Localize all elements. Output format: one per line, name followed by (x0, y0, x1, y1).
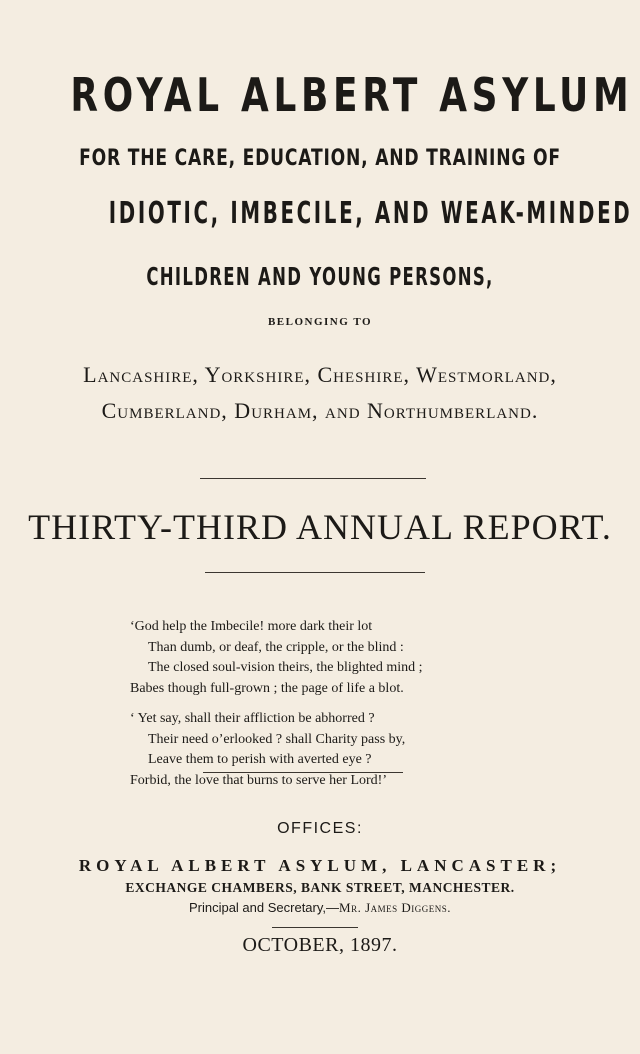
poem-line: The closed soul-vision theirs, the blighted mind ; (148, 660, 423, 675)
subtitle-persons-line: CHILDREN AND YOUNG PERSONS, (146, 262, 494, 291)
poem-stanza (130, 709, 550, 791)
counties-line-2: Cumberland, Durham, and Northumberland. (101, 398, 539, 423)
poem-line: Babes though full-grown ; the page of life a blot. (130, 680, 404, 696)
poem-line: ‘God help the Imbecile! more dark their lot (130, 619, 373, 634)
subtitle-condition-line: IDIOTIC, IMBECILE, AND WEAK-MINDED (108, 196, 633, 231)
poem-line: Forbid, the love that burns to serve her Lord!’ (130, 772, 387, 788)
subtitle-care-line: FOR THE CARE, EDUCATION, AND TRAINING OF (79, 146, 561, 171)
asylum-title: ROYAL ALBERT ASYLUM (70, 68, 634, 122)
divider-rule (205, 572, 425, 573)
divider-rule (200, 478, 426, 479)
poem-line: ‘ Yet say, shall their affliction be abhorred ? (130, 711, 375, 726)
counties-line-1: Lancashire, Yorkshire, Cheshire, Westmorland, (83, 362, 557, 387)
principal-secretary (0, 900, 640, 916)
divider-rule (272, 927, 358, 928)
divider-rule (203, 772, 403, 773)
report-title: THIRTY-THIRD ANNUAL REPORT. (28, 507, 612, 547)
principal-name: Mr. James Diggens. (339, 900, 452, 915)
office-address-manchester: EXCHANGE CHAMBERS, BANK STREET, MANCHESTER. (125, 880, 515, 895)
principal-prefix: Principal and Secretary,— (188, 900, 340, 915)
poem-line: Than dumb, or deaf, the cripple, or the blind : (148, 639, 404, 655)
report-date: OCTOBER, 1897. (242, 934, 398, 956)
office-address-lancaster: ROYAL ALBERT ASYLUM, LANCASTER; (78, 856, 562, 875)
poem (130, 617, 550, 791)
belonging-to-label: BELONGING TO (267, 316, 373, 328)
poem-line: Their need o’erlooked ? shall Charity pass by, (148, 731, 406, 747)
poem-line: Leave them to perish with averted eye ? (148, 752, 372, 767)
offices-label: OFFICES: (277, 820, 363, 837)
poem-stanza (130, 617, 550, 699)
